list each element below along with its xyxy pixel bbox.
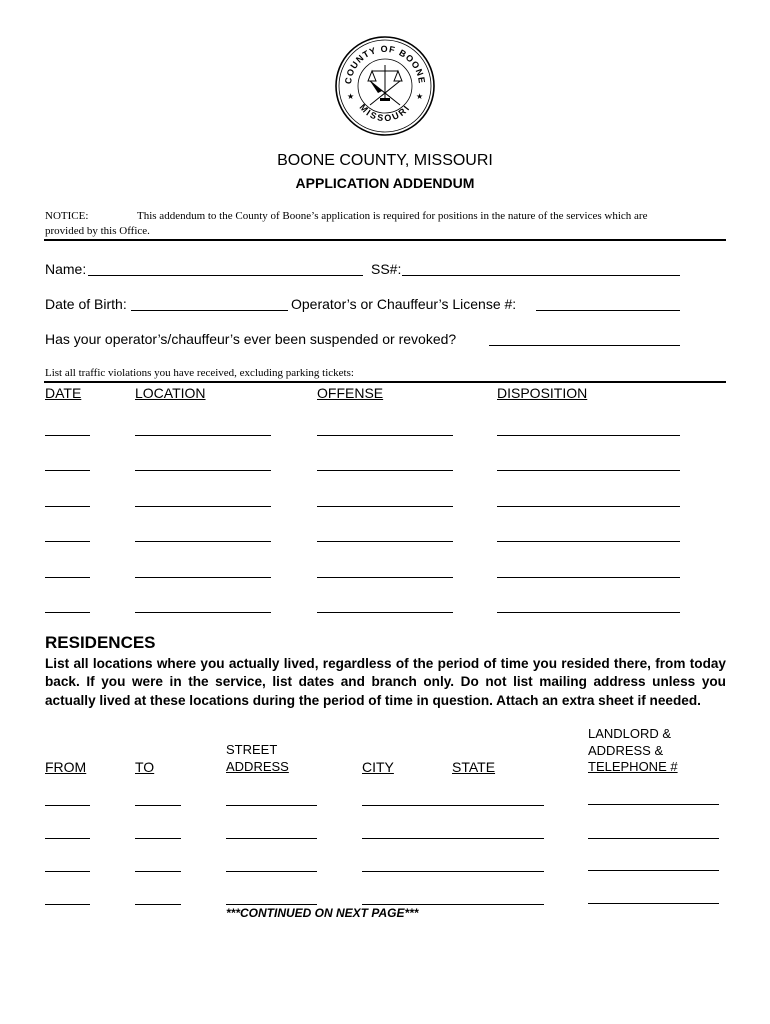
col-landlord-line3: TELEPHONE # — [588, 759, 678, 774]
violation-date-field[interactable] — [45, 541, 90, 542]
col-street-line1: STREET — [226, 742, 278, 757]
seal-bottom-text: MISSOURI — [357, 102, 413, 124]
violation-disposition-field[interactable] — [497, 577, 680, 578]
violation-offense-field[interactable] — [317, 612, 453, 613]
violation-location-field[interactable] — [135, 435, 271, 436]
violation-offense-field[interactable] — [317, 541, 453, 542]
dob-label: Date of Birth: — [45, 296, 127, 312]
violation-date-field[interactable] — [45, 470, 90, 471]
notice-divider — [44, 239, 726, 241]
residence-from-field[interactable] — [45, 805, 90, 806]
residence-from-field[interactable] — [45, 871, 90, 872]
seal-top-text: COUNTY OF BOONE — [342, 43, 428, 85]
violation-location-field[interactable] — [135, 470, 271, 471]
residence-street-field[interactable] — [226, 838, 317, 839]
residence-from-field[interactable] — [45, 838, 90, 839]
violation-disposition-field[interactable] — [497, 470, 680, 471]
residence-landlord-field[interactable] — [588, 870, 719, 871]
col-landlord-line2: ADDRESS & — [588, 742, 664, 758]
col-from: FROM — [45, 759, 87, 775]
residence-to-field[interactable] — [135, 805, 181, 806]
continued-note: ***CONTINUED ON NEXT PAGE*** — [226, 906, 419, 920]
residence-to-field[interactable] — [135, 838, 181, 839]
residences-title: RESIDENCES — [45, 633, 156, 652]
notice-text-line2: provided by this Office. — [45, 225, 150, 237]
violation-disposition-field[interactable] — [497, 506, 680, 507]
violation-location-field[interactable] — [135, 612, 271, 613]
notice-label: NOTICE: — [45, 210, 89, 222]
violation-offense-field[interactable] — [317, 506, 453, 507]
violation-date-field[interactable] — [45, 577, 90, 578]
license-label: Operator’s or Chauffeur’s License #: — [291, 296, 517, 312]
violation-location-field[interactable] — [135, 541, 271, 542]
violation-date-field[interactable] — [45, 506, 90, 507]
residence-landlord-field[interactable] — [588, 838, 719, 839]
name-label: Name: — [45, 261, 87, 277]
residence-street-field[interactable] — [226, 871, 317, 872]
notice-block — [45, 209, 725, 239]
violation-date-field[interactable] — [45, 435, 90, 436]
residence-from-field[interactable] — [45, 904, 90, 905]
residence-city-state-field[interactable] — [362, 871, 544, 872]
residence-landlord-field[interactable] — [588, 903, 719, 904]
form-title: APPLICATION ADDENDUM — [295, 175, 475, 191]
county-name: BOONE COUNTY, MISSOURI — [277, 152, 493, 169]
col-street-address — [226, 742, 289, 775]
col-to: TO — [135, 759, 155, 775]
residence-street-field[interactable] — [226, 805, 317, 806]
name-field[interactable] — [88, 275, 363, 276]
violation-offense-field[interactable] — [317, 435, 453, 436]
col-location: LOCATION — [135, 385, 206, 401]
violation-offense-field[interactable] — [317, 470, 453, 471]
col-landlord-line1: LANDLORD & — [588, 726, 672, 741]
residence-to-field[interactable] — [135, 871, 181, 872]
col-state: STATE — [452, 759, 496, 775]
residence-city-state-field[interactable] — [362, 904, 544, 905]
violation-location-field[interactable] — [135, 577, 271, 578]
residences-instructions: List all locations where you actually lived, regardless of the period of time you resided there, from today back. If you were in the service, list dates and branch only. Do not list mailing address unless you actually lived at these locations during the period of time in question. Attach an extra sheet if needed. — [45, 656, 726, 708]
suspended-field[interactable] — [489, 345, 680, 346]
suspended-label: Has your operator’s/chauffeur’s ever been suspended or revoked? — [45, 331, 457, 347]
violation-disposition-field[interactable] — [497, 612, 680, 613]
ss-field[interactable] — [402, 275, 680, 276]
svg-text:★: ★ — [347, 92, 355, 101]
residence-city-state-field[interactable] — [362, 805, 544, 806]
residence-street-field[interactable] — [226, 904, 317, 905]
col-street-line2: ADDRESS — [226, 758, 289, 774]
violation-offense-field[interactable] — [317, 577, 453, 578]
ss-label: SS#: — [371, 261, 402, 277]
violation-date-field[interactable] — [45, 612, 90, 613]
license-field[interactable] — [536, 310, 680, 311]
col-date: DATE — [45, 385, 82, 401]
svg-text:★: ★ — [416, 92, 424, 101]
dob-field[interactable] — [131, 310, 288, 311]
notice-text-line1: This addendum to the County of Boone’s application is required for positions in the nature of the services which are — [137, 210, 648, 222]
violations-divider — [44, 381, 726, 383]
violation-disposition-field[interactable] — [497, 435, 680, 436]
col-city: CITY — [362, 759, 394, 775]
county-seal — [334, 35, 436, 137]
violation-location-field[interactable] — [135, 506, 271, 507]
violations-instruction: List all traffic violations you have received, excluding parking tickets: — [45, 367, 354, 379]
col-disposition: DISPOSITION — [497, 385, 588, 401]
residence-landlord-field[interactable] — [588, 804, 719, 805]
residence-city-state-field[interactable] — [362, 838, 544, 839]
col-offense: OFFENSE — [317, 385, 384, 401]
violation-disposition-field[interactable] — [497, 541, 680, 542]
residence-to-field[interactable] — [135, 904, 181, 905]
col-landlord — [588, 726, 678, 776]
